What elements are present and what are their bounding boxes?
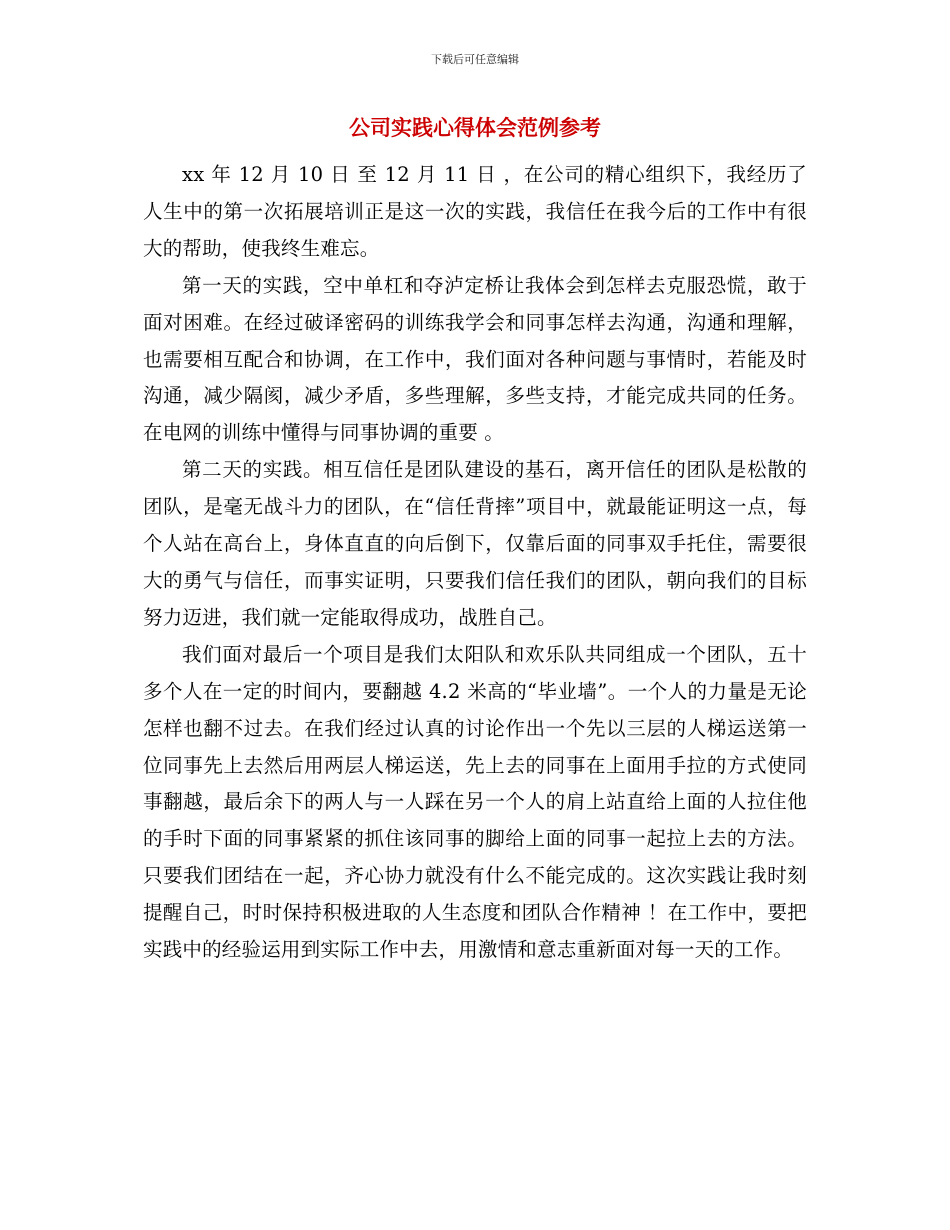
document-title: 公司实践心得体会范例参考 — [349, 116, 601, 140]
paragraph-final-project: 我们面对最后一个项目是我们太阳队和欢乐队共同组成一个团队，五十多个人在一定的时间内，要翻越 4.2 米高的“毕业墙”。一个人的力量是无论怎样也翻不过去。在我们经过认真的讨论作出一个先以三层的人梯运送第一位同事先上去然后用两层人梯运送，先上去的同事在上面用手拉的方式使同事翻越，最后余下的两人与一人踩在另一个人的肩上站直给上面的人拉住他的手时下面的同事紧紧的抓住该同事的脚给上面的同事一起拉上去的方法。只要我们团结在一起，齐心协力就没有什么不能完成的。这次实践让我时刻提醒自己，时时保持积极进取的人生态度和团队合作精神 ！在工作中，要把实践中的经验运用到实际工作中去，用激情和意志重新面对每一天的工作。 — [143, 642, 807, 962]
paragraph-intro: xx 年 12 月 10 日 至 12 月 11 日 ，在公司的精心组织下，我经历了人生中的第一次拓展培训正是这一次的实践，我信任在我今后的工作中有很大的帮助，使我终生难忘。 — [143, 163, 807, 260]
page-header-note: 下载后可任意编辑 — [431, 53, 519, 66]
paragraph-day-two: 第二天的实践。相互信任是团队建设的基石，离开信任的团队是松散的团队，是毫无战斗力的团队，在“信任背摔”项目中，就最能证明这一点，每个人站在高台上，身体直直的向后倒下，仅靠后面的同事双手托住，需要很大的勇气与信任，而事实证明，只要我们信任我们的团队，朝向我们的目标努力迈进，我们就一定能取得成功，战胜自己。 — [143, 458, 807, 629]
document-body — [143, 157, 807, 969]
paragraph-day-one: 第一天的实践，空中单杠和夺泸定桥让我体会到怎样去克服恐慌，敢于面对困难。在经过破译密码的训练我学会和同事怎样去沟通，沟通和理解，也需要相互配合和协调，在工作中，我们面对各种问题与事情时，若能及时沟通，减少隔阂，减少矛盾，多些理解，多些支持，才能完成共同的任务。在电网的训练中懂得与同事协调的重要 。 — [143, 273, 807, 445]
